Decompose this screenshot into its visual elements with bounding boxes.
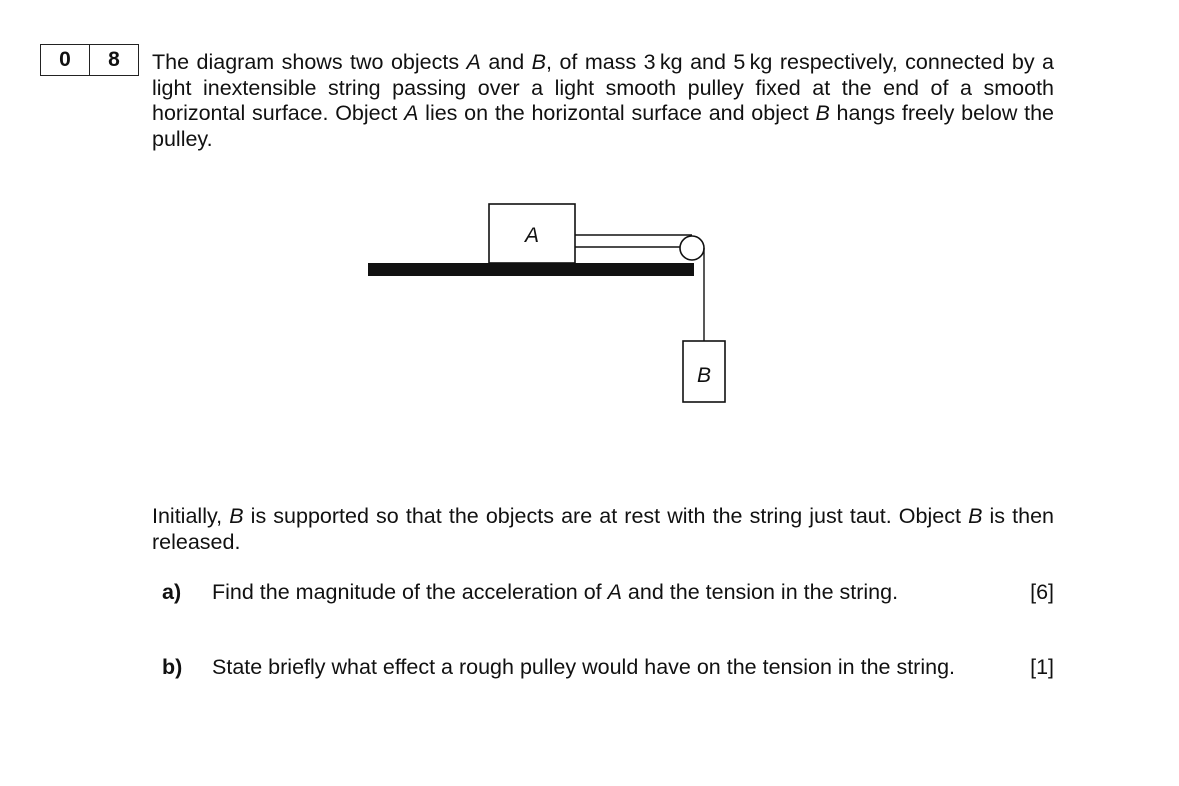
part-label: a) [162,580,182,604]
variable-name: B [531,50,547,74]
question-number-box [40,44,139,76]
question-part-b [162,654,1054,680]
question-number-digit: 8 [89,45,138,75]
pulley [680,236,704,260]
part-marks: [6] [1030,580,1054,604]
question-setup-text: Initially, B is supported so that the objects are at rest with the string just taut. Object B is then released. [152,504,1055,554]
question-intro-text: The diagram shows two objects A and B, of mass 3 kg and 5 kg respectively, connected by a light inextensible string passing over a light smooth pulley fixed at the end of a smooth horizontal surface. Object A lies on the horizontal surface and object B hangs freely below the pulley. [152,50,1054,151]
variable-name: B [815,101,830,125]
part-text: State briefly what effect a rough pulley would have on the tension in the string. [212,655,956,679]
part-marks: [1] [1030,655,1054,679]
variable-name: A [466,50,481,74]
variable-name: B [229,504,244,528]
variable-name: B [968,504,983,528]
horizontal-surface [368,263,694,276]
question-part-a [162,579,1054,605]
question-number-digit: 0 [59,48,71,71]
variable-name: A [404,101,419,125]
pulley-diagram [360,195,740,410]
block-a-label: A [524,224,540,247]
part-text: Find the magnitude of the acceleration of A and the tension in the string. [212,580,899,604]
variable-name: A [607,580,622,604]
block-b-label: B [696,364,712,387]
part-label: b) [162,655,183,679]
